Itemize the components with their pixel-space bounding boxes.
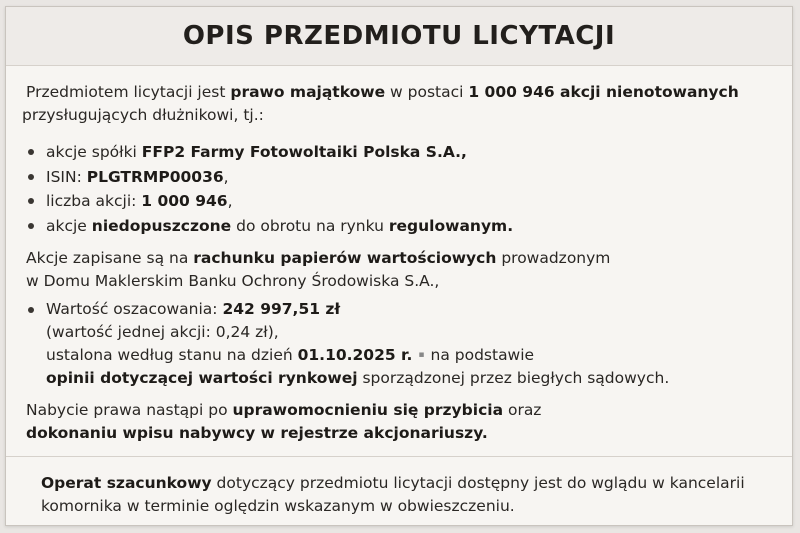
footer-text: komornika w terminie oględzin wskazanym w obwieszczeniu. (41, 497, 515, 515)
company-name: FFP2 Farmy Fotowoltaiki Polska S.A., (141, 143, 467, 161)
acquisition-condition-1: uprawomocnieniu się przybicia (232, 401, 504, 419)
valuation-basis-line (46, 367, 669, 390)
list-item (26, 189, 513, 214)
auction-description-card (5, 6, 793, 526)
item-text: do obrotu na rynku (231, 216, 389, 235)
admission-status: niedopuszczone (91, 216, 232, 235)
list-item (26, 165, 513, 190)
account-text: Akcje zapisane są na (26, 249, 194, 267)
isin-value: PLGTRMP00036 (86, 167, 224, 186)
footer-text: dotyczący przedmiotu licytacji dostępny jest do wglądu w kancelarii (211, 474, 745, 492)
marker-icon: ▪ (418, 350, 425, 360)
acquisition-paragraph (26, 399, 786, 445)
account-text: prowadzonym (496, 249, 611, 267)
intro-paragraph (22, 81, 786, 127)
valuation-amount: 242 997,51 zł (222, 300, 341, 318)
list-item (26, 214, 513, 239)
divider (6, 456, 792, 457)
list-item (26, 140, 513, 165)
valuation-text: na podstawie (430, 346, 535, 364)
share-details-list (26, 140, 513, 238)
appraisal-label: Operat szacunkowy (41, 474, 212, 492)
list-item (26, 298, 669, 390)
acquisition-text: Nabycie prawa nastąpi po (26, 401, 233, 419)
item-text: akcje (46, 216, 92, 235)
share-count-value: 1 000 946 (141, 192, 228, 210)
valuation-date: 01.10.2025 r. (297, 346, 413, 364)
valuation-text: ustalona według stanu na dzień (46, 346, 298, 364)
per-share-value: (wartość jednej akcji: 0,24 zł), (46, 323, 279, 341)
valuation-label: Wartość oszacowania: (46, 300, 223, 318)
item-text: liczba akcji: (46, 192, 142, 210)
opinion-type: opinii dotyczącej wartości rynkowej (46, 369, 358, 387)
item-text: , (227, 192, 233, 210)
intro-text: przysługujących dłużnikowi, tj.: (22, 106, 264, 124)
intro-text: Przedmiotem licytacji jest (26, 83, 231, 101)
valuation-text: sporządzonej przez biegłych sądowych. (357, 369, 670, 387)
account-paragraph (26, 247, 786, 293)
broker-name: w Domu Maklerskim Banku Ochrony Środowiska S.A., (26, 272, 440, 290)
intro-right-type: prawo majątkowe (230, 83, 386, 101)
footer-note (41, 472, 786, 518)
intro-share-count: 1 000 946 akcji nienotowanych (468, 83, 739, 101)
intro-text: w postaci (385, 83, 469, 101)
valuation-date-line (46, 344, 669, 367)
page-title: OPIS PRZEDMIOTU LICYTACJI (182, 21, 616, 51)
item-text: akcje spółki (46, 143, 142, 161)
valuation-list (26, 298, 669, 390)
item-text: , (223, 167, 229, 186)
item-text: ISIN: (46, 167, 87, 186)
acquisition-text: oraz (503, 401, 542, 419)
account-type: rachunku papierów wartościowych (193, 249, 497, 267)
header (6, 7, 792, 66)
acquisition-condition-2: dokonaniu wpisu nabywcy w rejestrze akcjonariuszy. (26, 424, 488, 442)
market-type: regulowanym. (388, 216, 514, 235)
